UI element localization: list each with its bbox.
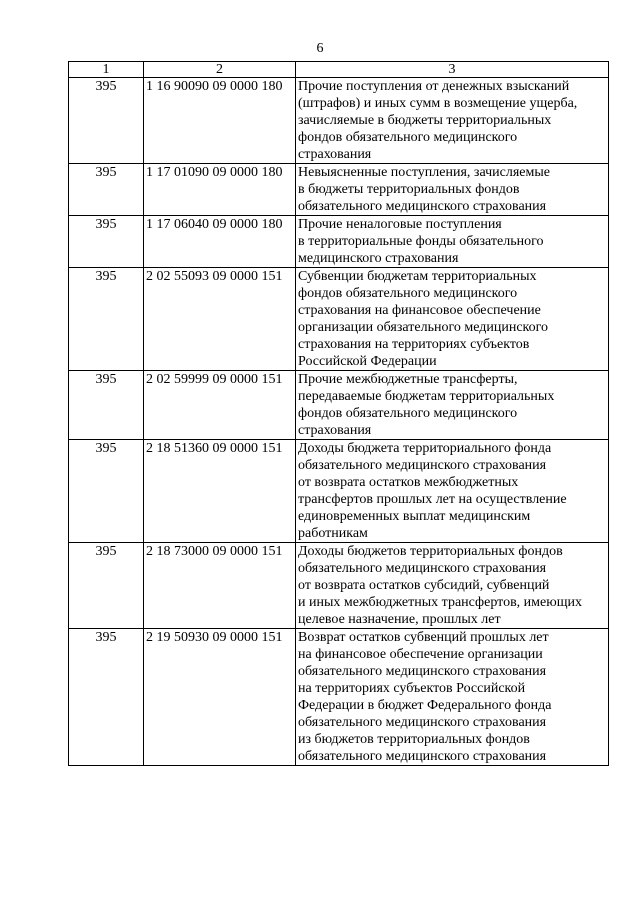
budget-code-cell: 2 02 59999 09 0000 151: [144, 371, 296, 440]
description-line: Субвенции бюджетам территориальных: [298, 269, 537, 284]
description-cell: [296, 371, 609, 440]
budget-code-cell: 1 16 90090 09 0000 180: [144, 78, 296, 164]
description-line: обязательного медицинского страхования: [298, 561, 547, 576]
description-cell: [296, 268, 609, 371]
admin-code-cell: 395: [69, 440, 144, 543]
table-row: [69, 268, 609, 371]
description-line: из бюджетов территориальных фондов: [298, 732, 530, 747]
description-line: Возврат остатков субвенций прошлых лет: [298, 630, 549, 645]
column-header-3: 3: [296, 62, 609, 78]
table-row: [69, 629, 609, 766]
description-line: фондов обязательного медицинского: [298, 130, 518, 145]
column-header-2: 2: [144, 62, 296, 78]
description-cell: [296, 629, 609, 766]
description-line: от возврата остатков межбюджетных: [298, 475, 519, 490]
description-line: страхования: [298, 423, 372, 438]
description-line: Прочие межбюджетные трансферты,: [298, 372, 518, 387]
admin-code-cell: 395: [69, 78, 144, 164]
description-line: обязательного медицинского страхования: [298, 664, 547, 679]
table-row: [69, 371, 609, 440]
income-codes-table: [68, 61, 609, 766]
admin-code-cell: 395: [69, 216, 144, 268]
table-header-row: [69, 62, 609, 78]
description-line: Прочие неналоговые поступления: [298, 217, 502, 232]
admin-code-cell: 395: [69, 543, 144, 629]
description-line: Доходы бюджета территориального фонда: [298, 441, 552, 456]
description-line: медицинского страхования: [298, 251, 459, 266]
description-line: обязательного медицинского страхования: [298, 458, 547, 473]
description-line: Прочие поступления от денежных взысканий: [298, 79, 570, 94]
description-line: единовременных выплат медицинским: [298, 509, 531, 524]
description-line: передаваемые бюджетам территориальных: [298, 389, 555, 404]
description-line: трансфертов прошлых лет на осуществление: [298, 492, 567, 507]
description-cell: [296, 164, 609, 216]
description-line: Невыясненные поступления, зачисляемые: [298, 165, 550, 180]
description-line: Федерации в бюджет Федерального фонда: [298, 698, 552, 713]
column-header-1: 1: [69, 62, 144, 78]
budget-code-cell: 2 19 50930 09 0000 151: [144, 629, 296, 766]
description-line: фондов обязательного медицинского: [298, 286, 518, 301]
budget-code-cell: 2 02 55093 09 0000 151: [144, 268, 296, 371]
table-body: [69, 78, 609, 766]
table-row: [69, 543, 609, 629]
budget-code-cell: 2 18 73000 09 0000 151: [144, 543, 296, 629]
description-line: обязательного медицинского страхования: [298, 749, 547, 764]
description-cell: [296, 78, 609, 164]
budget-code-cell: 2 18 51360 09 0000 151: [144, 440, 296, 543]
description-line: обязательного медицинского страхования: [298, 199, 547, 214]
admin-code-cell: 395: [69, 164, 144, 216]
table-row: [69, 216, 609, 268]
description-line: работникам: [298, 526, 368, 541]
table-row: [69, 440, 609, 543]
description-line: целевое назначение, прошлых лет: [298, 612, 501, 627]
description-line: фондов обязательного медицинского: [298, 406, 518, 421]
admin-code-cell: 395: [69, 268, 144, 371]
description-line: от возврата остатков субсидий, субвенций: [298, 578, 550, 593]
budget-code-cell: 1 17 01090 09 0000 180: [144, 164, 296, 216]
admin-code-cell: 395: [69, 371, 144, 440]
description-line: обязательного медицинского страхования: [298, 715, 547, 730]
table-row: [69, 78, 609, 164]
description-cell: [296, 216, 609, 268]
description-line: организации обязательного медицинского: [298, 320, 549, 335]
description-cell: [296, 440, 609, 543]
page-number: 6: [316, 41, 324, 56]
description-line: страхования: [298, 147, 372, 162]
table-row: [69, 164, 609, 216]
description-line: на территориях субъектов Российской: [298, 681, 526, 696]
description-line: Доходы бюджетов территориальных фондов: [298, 544, 563, 559]
description-cell: [296, 543, 609, 629]
budget-code-cell: 1 17 06040 09 0000 180: [144, 216, 296, 268]
description-line: и иных межбюджетных трансфертов, имеющих: [298, 595, 582, 610]
description-line: на финансовое обеспечение организации: [298, 647, 543, 662]
description-line: в территориальные фонды обязательного: [298, 234, 544, 249]
admin-code-cell: 395: [69, 629, 144, 766]
description-line: Российской Федерации: [298, 354, 437, 369]
description-line: (штрафов) и иных сумм в возмещение ущерба,: [298, 96, 578, 111]
description-line: страхования на территориях субъектов: [298, 337, 530, 352]
description-line: страхования на финансовое обеспечение: [298, 303, 541, 318]
description-line: зачисляемые в бюджеты территориальных: [298, 113, 552, 128]
description-line: в бюджеты территориальных фондов: [298, 182, 520, 197]
